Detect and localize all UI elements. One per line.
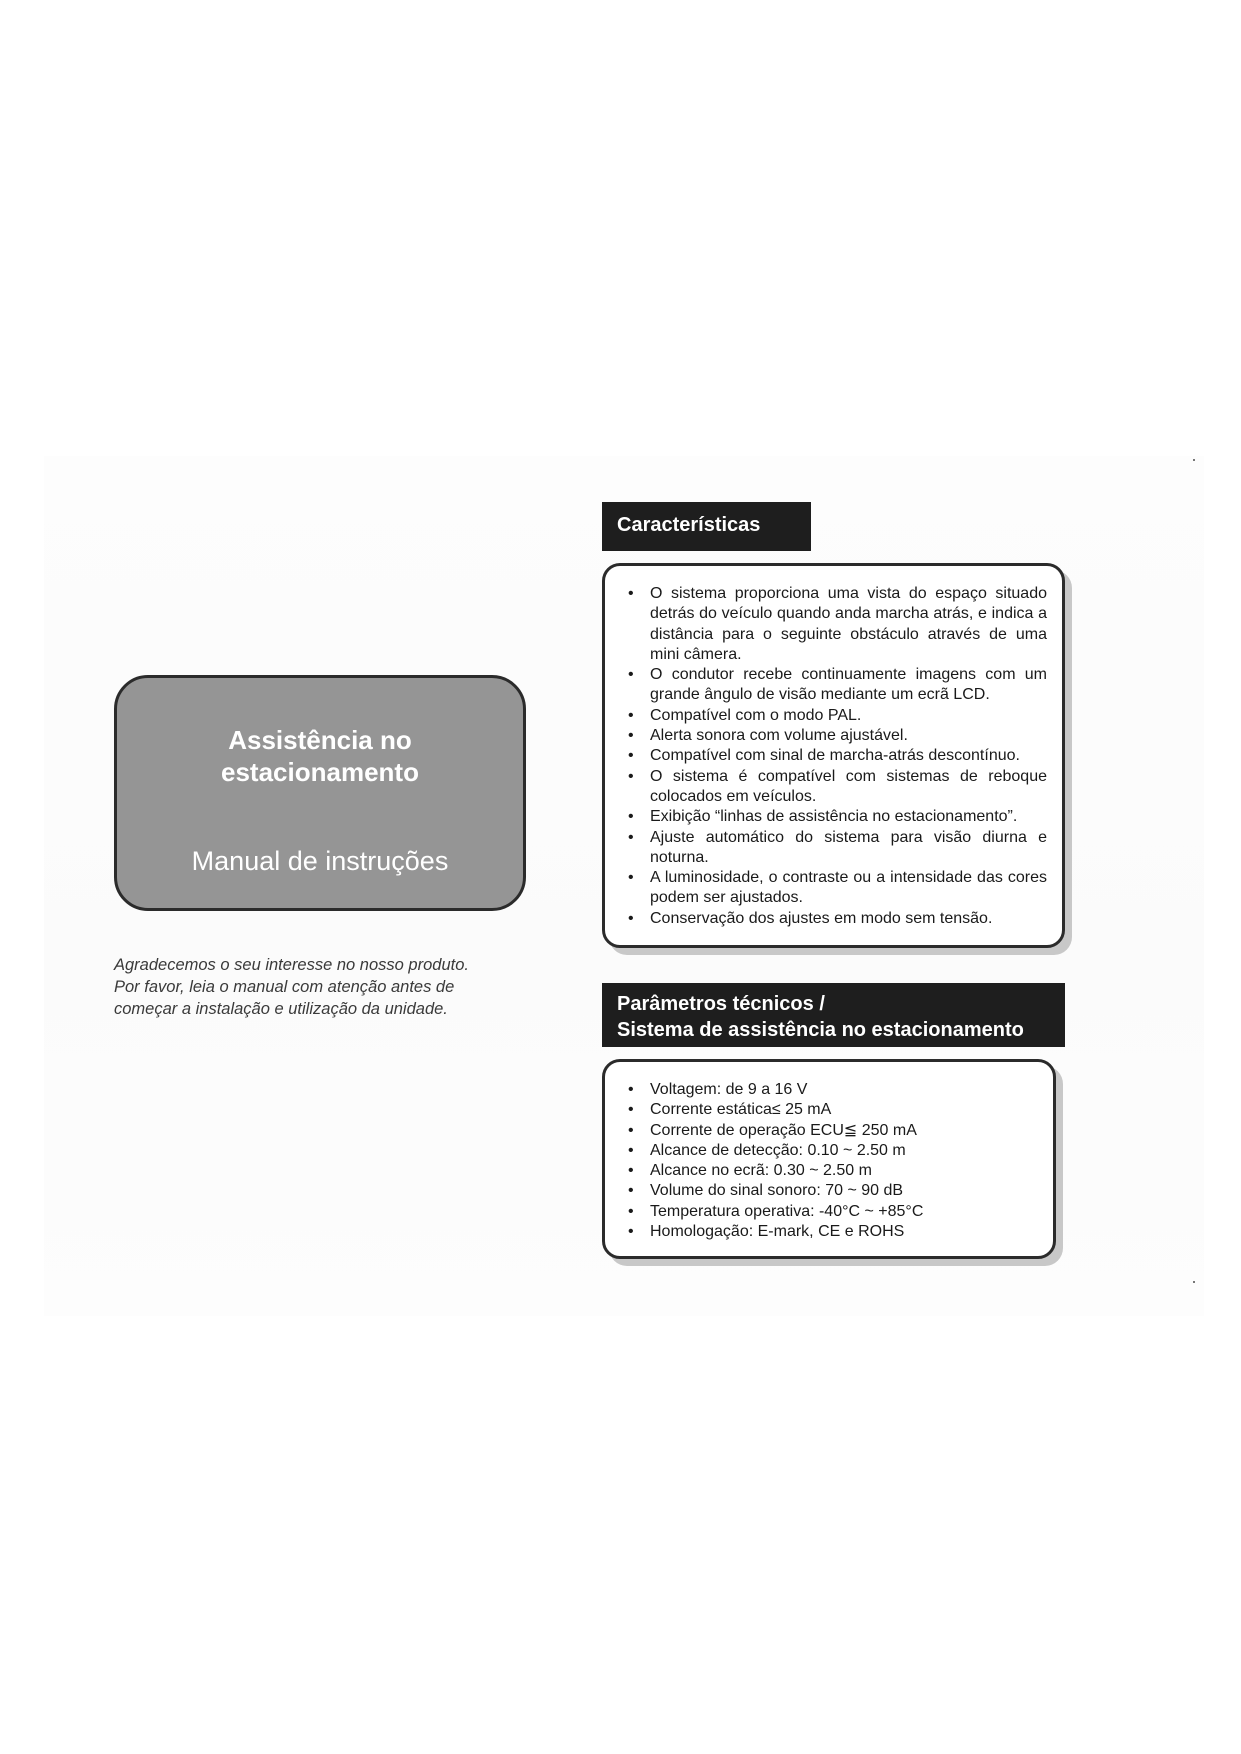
feature-text: A luminosidade, o contraste ou a intensidade das cores podem ser ajustados. (650, 869, 1047, 907)
feature-item (627, 706, 1047, 726)
bullet-icon: • (628, 808, 634, 826)
params-header-line: Sistema de assistência no estacionamento (617, 1019, 1024, 1041)
manual-title-box (114, 675, 526, 911)
bullet-icon: • (628, 828, 634, 846)
feature-text: Conservação dos ajustes em modo sem tensão. (650, 909, 993, 927)
intro-line: começar a instalação e utilização da unidade. (114, 1000, 448, 1018)
features-list (627, 584, 1047, 929)
intro-line: Por favor, leia o manual com atenção antes de (114, 978, 455, 996)
param-text: Temperatura operativa: -40°C ~ +85°C (650, 1202, 924, 1220)
bullet-icon: • (628, 1141, 634, 1159)
bullet-icon: • (628, 869, 634, 887)
param-text: Alcance no ecrã: 0.30 ~ 2.50 m (650, 1162, 872, 1180)
param-text: Voltagem: de 9 a 16 V (650, 1081, 808, 1098)
feature-text: O sistema proporciona uma vista do espaço situado detrás do veículo quando anda marcha atrás, e indica a distância para o seguinte obstáculo através de uma mini câmera. (650, 585, 1047, 663)
bullet-icon: • (628, 1223, 634, 1241)
feature-text: O condutor recebe continuamente imagens com um grande ângulo de visão mediante um ecrã LCD. (650, 666, 1047, 704)
intro-line: Agradecemos o seu interesse no nosso produto. (114, 956, 469, 974)
bullet-icon: • (628, 1101, 634, 1119)
param-item (627, 1080, 1037, 1100)
bullet-icon: • (628, 666, 634, 684)
feature-item (627, 584, 1047, 665)
param-item (627, 1141, 1037, 1161)
bullet-icon: • (628, 747, 634, 765)
bullet-icon: • (628, 727, 634, 745)
feature-item (627, 767, 1047, 808)
intro-paragraph (114, 954, 534, 1020)
bullet-icon: • (628, 1202, 634, 1220)
feature-text: O sistema é compatível com sistemas de reboque colocados em veículos. (650, 767, 1047, 805)
feature-text: Compatível com o modo PAL. (650, 706, 862, 724)
param-text: Corrente estática≤ 25 mA (650, 1101, 832, 1119)
params-header (602, 983, 1065, 1047)
feature-item (627, 868, 1047, 909)
feature-item (627, 909, 1047, 929)
param-item (627, 1121, 1037, 1141)
bullet-icon: • (628, 585, 634, 602)
param-text: Corrente de operação ECU≦ 250 mA (650, 1121, 917, 1139)
features-box (602, 563, 1065, 948)
feature-text: Exibição “linhas de assistência no estacionamento”. (650, 808, 1018, 826)
param-item (627, 1100, 1037, 1120)
feature-item (627, 828, 1047, 869)
feature-text: Compatível com sinal de marcha-atrás descontínuo. (650, 747, 1020, 765)
feature-item (627, 807, 1047, 827)
params-header-line: Parâmetros técnicos / (617, 993, 825, 1015)
bullet-icon: • (628, 1121, 634, 1139)
scan-mark-bottom (1193, 1281, 1195, 1283)
param-text: Alcance de detecção: 0.10 ~ 2.50 m (650, 1141, 906, 1159)
features-header: Características (602, 502, 811, 551)
bullet-icon: • (628, 706, 634, 724)
param-item (627, 1181, 1037, 1201)
feature-item (627, 665, 1047, 706)
param-text: Volume do sinal sonoro: 70 ~ 90 dB (650, 1182, 904, 1200)
feature-item (627, 746, 1047, 766)
bullet-icon: • (628, 1182, 634, 1200)
scan-mark-top (1193, 459, 1195, 461)
params-box (602, 1059, 1056, 1259)
bullet-icon: • (628, 767, 634, 785)
feature-text: Alerta sonora com volume ajustável. (650, 727, 908, 745)
param-item (627, 1161, 1037, 1181)
param-item (627, 1202, 1037, 1222)
bullet-icon: • (628, 909, 634, 927)
param-text: Homologação: E-mark, CE e ROHS (650, 1223, 905, 1241)
feature-text: Ajuste automático do sistema para visão diurna e noturna. (650, 828, 1047, 866)
param-item (627, 1222, 1037, 1242)
manual-title: Assistência no estacionamento (221, 725, 419, 787)
feature-item (627, 726, 1047, 746)
params-list (627, 1080, 1037, 1242)
bullet-icon: • (628, 1162, 634, 1180)
bullet-icon: • (628, 1081, 634, 1098)
manual-subtitle: Manual de instruções (191, 846, 449, 876)
